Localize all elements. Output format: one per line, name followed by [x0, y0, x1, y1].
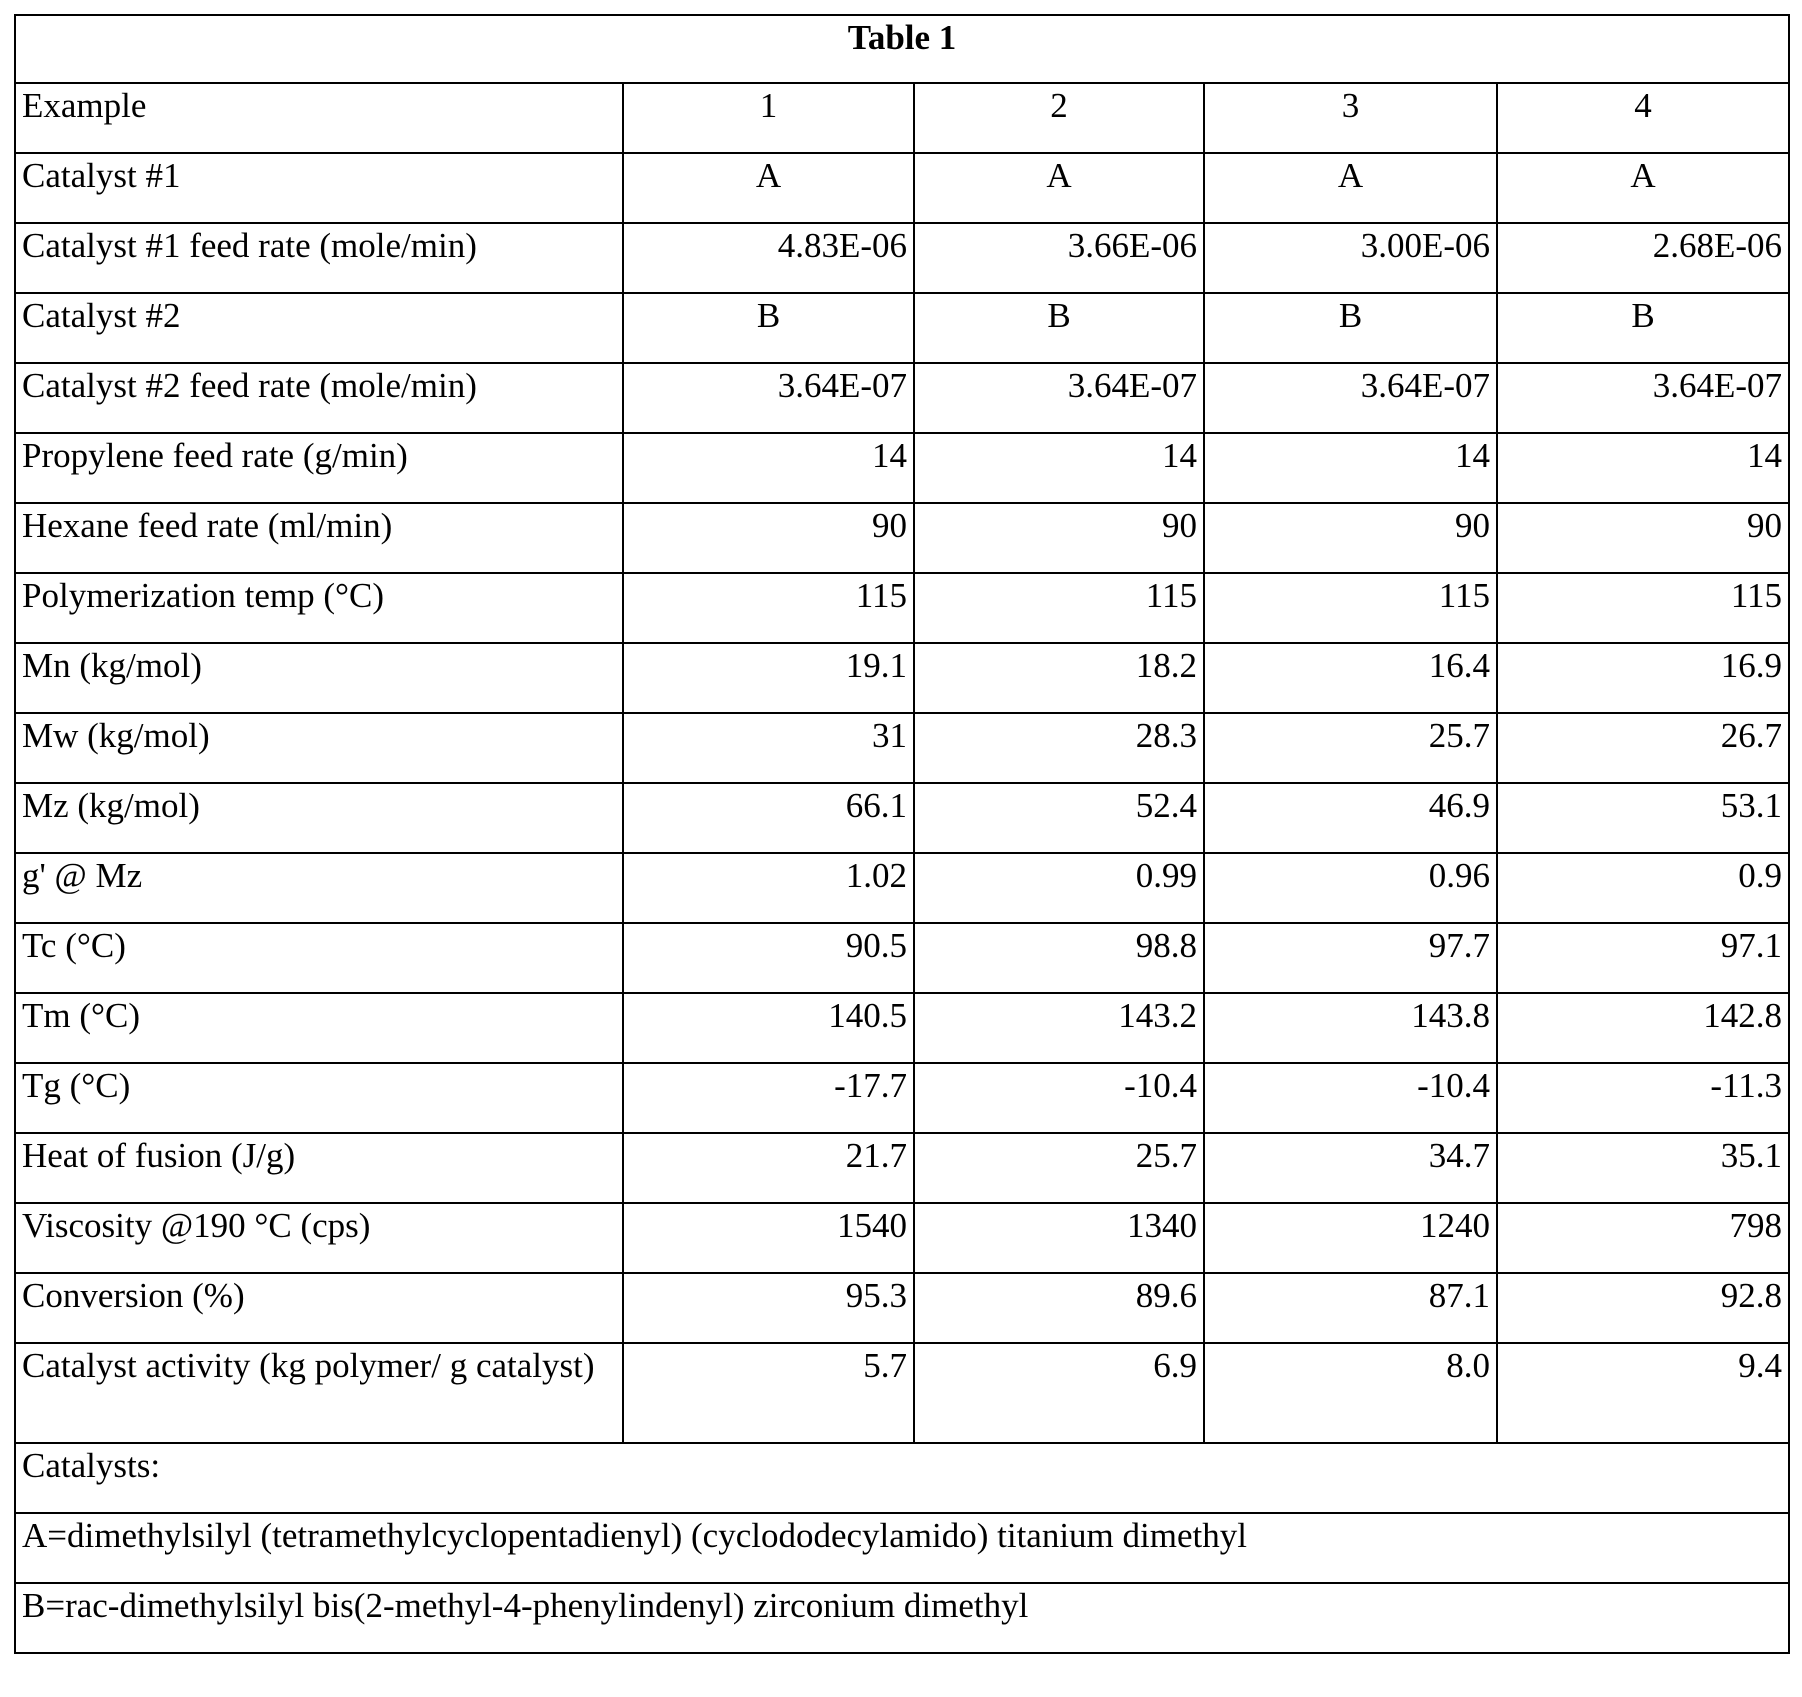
table-cell: 6.9: [914, 1343, 1204, 1443]
table-cell: 97.1: [1497, 923, 1789, 993]
table-cell: 14: [623, 433, 914, 503]
table-cell: -10.4: [914, 1063, 1204, 1133]
catalyst-note: B=rac-dimethylsilyl bis(2-methyl-4-phenylindenyl) zirconium dimethyl: [15, 1583, 1789, 1653]
row-label: Hexane feed rate (ml/min): [15, 503, 623, 573]
header-cell: 3: [1204, 83, 1497, 153]
table-title: Table 1: [15, 15, 1789, 83]
table-cell: A: [1204, 153, 1497, 223]
table-cell: 0.99: [914, 853, 1204, 923]
row-label: Propylene feed rate (g/min): [15, 433, 623, 503]
table-cell: 5.7: [623, 1343, 914, 1443]
table-cell: 35.1: [1497, 1133, 1789, 1203]
header-cell: 1: [623, 83, 914, 153]
table-cell: 14: [914, 433, 1204, 503]
table-row: [15, 923, 1789, 993]
table-row: [15, 1063, 1789, 1133]
table-cell: 97.7: [1204, 923, 1497, 993]
table-cell: 89.6: [914, 1273, 1204, 1343]
table-cell: 16.9: [1497, 643, 1789, 713]
table-cell: 115: [1497, 573, 1789, 643]
table-cell: 14: [1204, 433, 1497, 503]
table-cell: 4.83E-06: [623, 223, 914, 293]
data-table: [14, 14, 1790, 1654]
row-label: Mn (kg/mol): [15, 643, 623, 713]
table-cell: 34.7: [1204, 1133, 1497, 1203]
table-cell: 16.4: [1204, 643, 1497, 713]
table-cell: 90: [1204, 503, 1497, 573]
table-cell: 0.96: [1204, 853, 1497, 923]
table-cell: 115: [914, 573, 1204, 643]
row-label: Tc (°C): [15, 923, 623, 993]
table-cell: 90.5: [623, 923, 914, 993]
table-cell: 3.66E-06: [914, 223, 1204, 293]
header-row: [15, 83, 1789, 153]
table-cell: A: [914, 153, 1204, 223]
table-cell: 142.8: [1497, 993, 1789, 1063]
table-cell: 143.2: [914, 993, 1204, 1063]
table-cell: 46.9: [1204, 783, 1497, 853]
table-cell: 14: [1497, 433, 1789, 503]
table-cell: A: [623, 153, 914, 223]
table-row: [15, 713, 1789, 783]
table-row: [15, 293, 1789, 363]
row-label: Mz (kg/mol): [15, 783, 623, 853]
table-row: [15, 1203, 1789, 1273]
row-label: Catalyst activity (kg polymer/ g catalyst): [15, 1343, 623, 1443]
table-cell: 115: [1204, 573, 1497, 643]
notes-heading: Catalysts:: [15, 1443, 1789, 1513]
table-row: [15, 433, 1789, 503]
table-cell: 798: [1497, 1203, 1789, 1273]
row-label: Catalyst #1: [15, 153, 623, 223]
table-cell: 52.4: [914, 783, 1204, 853]
note-row: [15, 1583, 1789, 1653]
table-cell: 140.5: [623, 993, 914, 1063]
row-label: Catalyst #2: [15, 293, 623, 363]
table-row: [15, 783, 1789, 853]
title-row: [15, 15, 1789, 83]
table-cell: 98.8: [914, 923, 1204, 993]
table-cell: B: [1497, 293, 1789, 363]
row-label: Mw (kg/mol): [15, 713, 623, 783]
table-cell: 3.64E-07: [1204, 363, 1497, 433]
table-cell: 3.00E-06: [1204, 223, 1497, 293]
table-cell: 90: [914, 503, 1204, 573]
table-cell: 90: [1497, 503, 1789, 573]
table-cell: 3.64E-07: [623, 363, 914, 433]
table-cell: 26.7: [1497, 713, 1789, 783]
table-cell: 1240: [1204, 1203, 1497, 1273]
row-label: Catalyst #2 feed rate (mole/min): [15, 363, 623, 433]
table-cell: 25.7: [1204, 713, 1497, 783]
table-cell: 92.8: [1497, 1273, 1789, 1343]
table-row: [15, 363, 1789, 433]
table-row: [15, 573, 1789, 643]
row-label: Tg (°C): [15, 1063, 623, 1133]
table-cell: 31: [623, 713, 914, 783]
table-cell: 0.9: [1497, 853, 1789, 923]
row-label: Polymerization temp (°C): [15, 573, 623, 643]
row-label: Conversion (%): [15, 1273, 623, 1343]
table-cell: 95.3: [623, 1273, 914, 1343]
table-cell: 53.1: [1497, 783, 1789, 853]
table-cell: 1340: [914, 1203, 1204, 1273]
table-cell: A: [1497, 153, 1789, 223]
table-cell: 18.2: [914, 643, 1204, 713]
table-cell: 1540: [623, 1203, 914, 1273]
table-cell: 1.02: [623, 853, 914, 923]
table-cell: 87.1: [1204, 1273, 1497, 1343]
note-row: [15, 1513, 1789, 1583]
row-label: Heat of fusion (J/g): [15, 1133, 623, 1203]
table-cell: 28.3: [914, 713, 1204, 783]
table-cell: 2.68E-06: [1497, 223, 1789, 293]
table-cell: 25.7: [914, 1133, 1204, 1203]
catalyst-note: A=dimethylsilyl (tetramethylcyclopentadienyl) (cyclododecylamido) titanium dimethyl: [15, 1513, 1789, 1583]
table-row: [15, 1343, 1789, 1443]
table-row: [15, 643, 1789, 713]
table-row: [15, 1273, 1789, 1343]
table-cell: 8.0: [1204, 1343, 1497, 1443]
table-row: [15, 153, 1789, 223]
table-cell: B: [623, 293, 914, 363]
header-label: Example: [15, 83, 623, 153]
table-row: [15, 853, 1789, 923]
table-cell: 115: [623, 573, 914, 643]
table-cell: -10.4: [1204, 1063, 1497, 1133]
note-row: [15, 1443, 1789, 1513]
table-cell: 9.4: [1497, 1343, 1789, 1443]
table-cell: 3.64E-07: [1497, 363, 1789, 433]
table-cell: 90: [623, 503, 914, 573]
table-row: [15, 993, 1789, 1063]
header-cell: 4: [1497, 83, 1789, 153]
table-cell: 21.7: [623, 1133, 914, 1203]
table-row: [15, 223, 1789, 293]
table-cell: -11.3: [1497, 1063, 1789, 1133]
header-cell: 2: [914, 83, 1204, 153]
table-cell: 143.8: [1204, 993, 1497, 1063]
row-label: Catalyst #1 feed rate (mole/min): [15, 223, 623, 293]
table-cell: 19.1: [623, 643, 914, 713]
table-cell: -17.7: [623, 1063, 914, 1133]
table-cell: B: [1204, 293, 1497, 363]
row-label: Tm (°C): [15, 993, 623, 1063]
table-row: [15, 1133, 1789, 1203]
row-label: g' @ Mz: [15, 853, 623, 923]
row-label: Viscosity @190 °C (cps): [15, 1203, 623, 1273]
table-cell: 3.64E-07: [914, 363, 1204, 433]
table-row: [15, 503, 1789, 573]
table-cell: 66.1: [623, 783, 914, 853]
table-cell: B: [914, 293, 1204, 363]
